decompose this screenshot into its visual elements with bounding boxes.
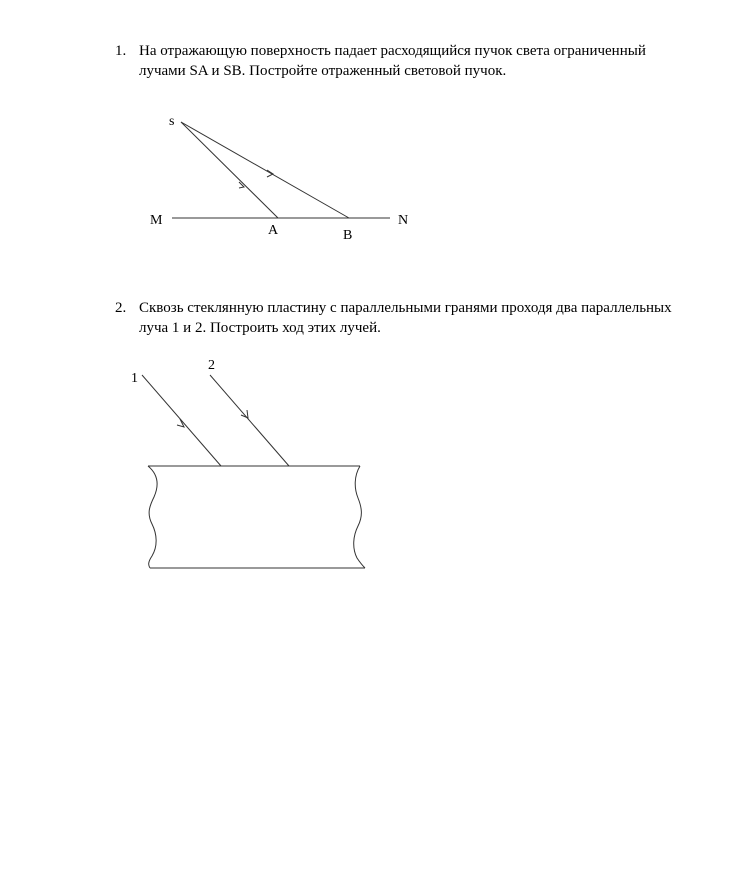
problem-1-line-2: лучами SA и SB. Постройте отраженный световой пучок. xyxy=(139,63,507,79)
problem-2-line-1: Сквозь стеклянную пластину с параллельными гранями проходя два параллельных xyxy=(139,300,672,316)
label-n: N xyxy=(398,213,409,228)
label-source-s: s xyxy=(169,114,175,129)
ray-1-arrow-icon xyxy=(177,419,184,427)
problem-1-line-1: На отражающую поверхность падает расходящийся пучок света ограниченный xyxy=(139,43,646,59)
problem-2-number: 2. xyxy=(115,300,127,316)
plate-left-break xyxy=(148,466,157,568)
ray-1 xyxy=(142,375,221,466)
label-a: A xyxy=(268,223,279,238)
ray-2 xyxy=(210,375,289,466)
label-m: M xyxy=(150,213,163,228)
problem-2-line-2: луча 1 и 2. Построить ход этих лучей. xyxy=(139,320,381,336)
problem-1-number: 1. xyxy=(115,43,127,59)
label-b: B xyxy=(343,228,353,243)
plate-right-break xyxy=(354,466,365,568)
label-ray-2: 2 xyxy=(208,358,215,373)
label-ray-1: 1 xyxy=(131,371,138,386)
